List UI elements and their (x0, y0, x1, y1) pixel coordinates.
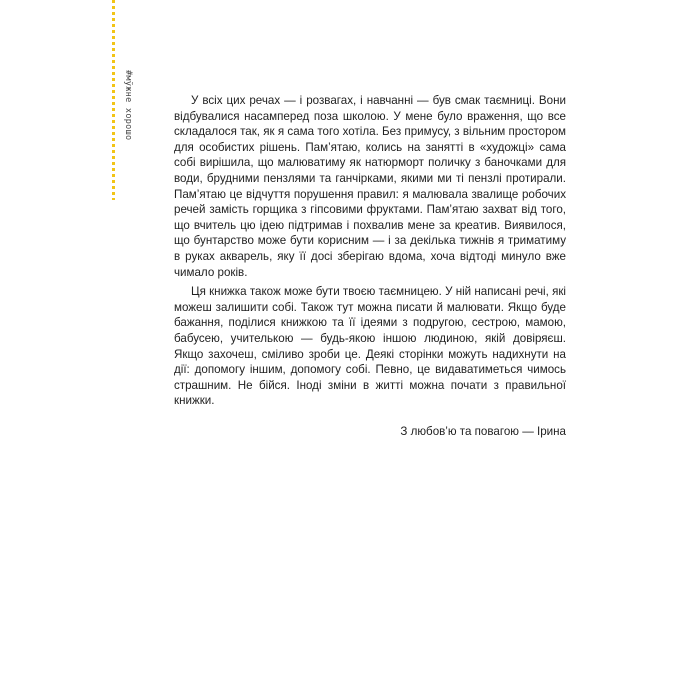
yellow-edge-strip (112, 0, 115, 200)
main-text-block (174, 93, 566, 409)
signature-line: З любов’ю та повагою — Ірина (400, 425, 566, 438)
paragraph-2: Ця книжка також може бути твоєю таємницею. У ній написані речі, які можеш залишити собі. Також тут можна писати й малювати. Якщо буде бажання, поділися книжкою та її ідеями з подругою, сестрою, мамою, бабусею, учителькою — будь-якою іншою людиною, якій довіряєш. Якщо захочеш, сміливо зроби це. Деякі сторінки можуть надихнути на дії: допомогу іншим, допомогу собі. Певно, це видаватиметься чимось страшним. Не бійся. Іноді зміни в житті можна почати з правильної книжки. (174, 285, 566, 408)
paragraph-1: У всіх цих речах — і розвагах, і навчанні — був смак таємниці. Вони відбувалися насамперед поза школою. У мене було враження, що все складалося так, як я сама того хотіла. Без примусу, з вільним простором для особистих рішень. Пам’ятаю, колись на занятті в «художці» сама собі вирішила, що малюватиму як натюрморт поличку з баночками для води, брудними пензлями та ганчірками, якими ми ті пензлі протирали. Пам’ятаю це відчуття порушення правил: я малювала звалище робочих речей замість горщика з гіпсовими фруктами. Пам’ятаю захват від того, що вчитель цю ідею підтримав і похвалив мене за креатив. Виявилося, що бунтарство може бути корисним — і за декілька тижнів я триматиму в руках акварель, яку її досі зберігаю вдома, хоча відтоді минуло вже чимало років. (174, 94, 566, 279)
side-label: #мўжне хорошо (123, 70, 133, 141)
